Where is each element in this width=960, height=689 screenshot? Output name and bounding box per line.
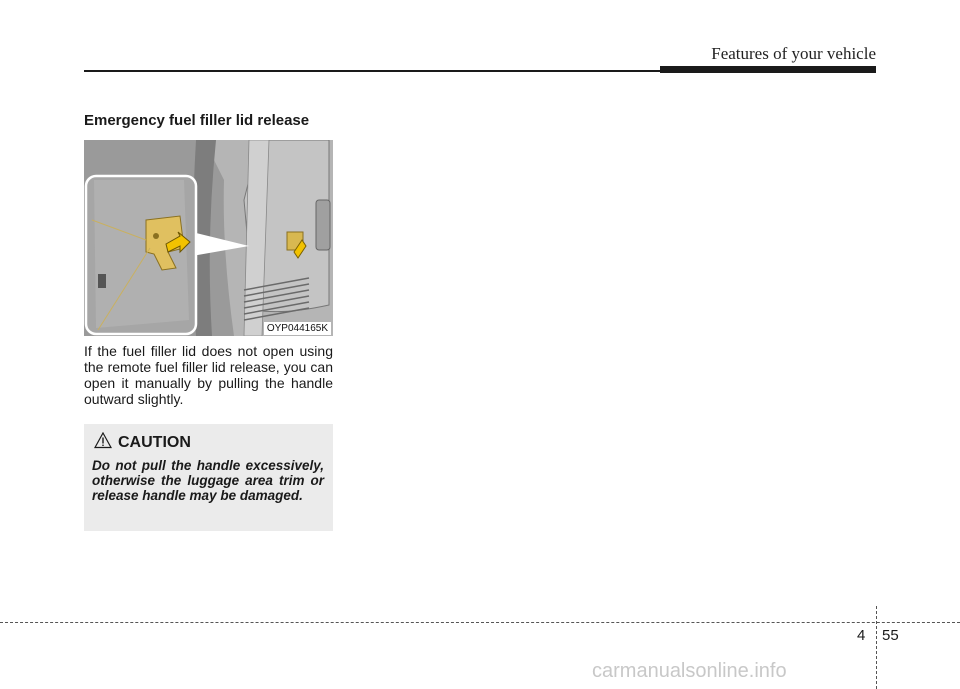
caution-title: CAUTION [118, 434, 191, 451]
warning-triangle-icon [94, 432, 112, 454]
footer-divider [876, 606, 877, 689]
caution-box [84, 424, 333, 531]
section-heading: Emergency fuel filler lid release [84, 112, 310, 129]
footer-rule [0, 622, 960, 623]
page-number: 55 [882, 627, 899, 644]
figure-code: OYP044165K [264, 322, 331, 335]
header-rule [84, 70, 660, 72]
body-paragraph: If the fuel filler lid does not open using the remote fuel filler lid release, you can open it manually by pulling the handle outward slightly. [84, 343, 333, 407]
header-rule-accent [660, 66, 876, 73]
figure-illustration [84, 140, 333, 336]
header-title: Features of your vehicle [711, 44, 876, 63]
caution-text: Do not pull the handle excessively, otherwise the luggage area trim or release handle may be damaged. [92, 458, 324, 503]
watermark: carmanualsonline.info [592, 660, 787, 682]
chapter-number: 4 [857, 627, 866, 644]
